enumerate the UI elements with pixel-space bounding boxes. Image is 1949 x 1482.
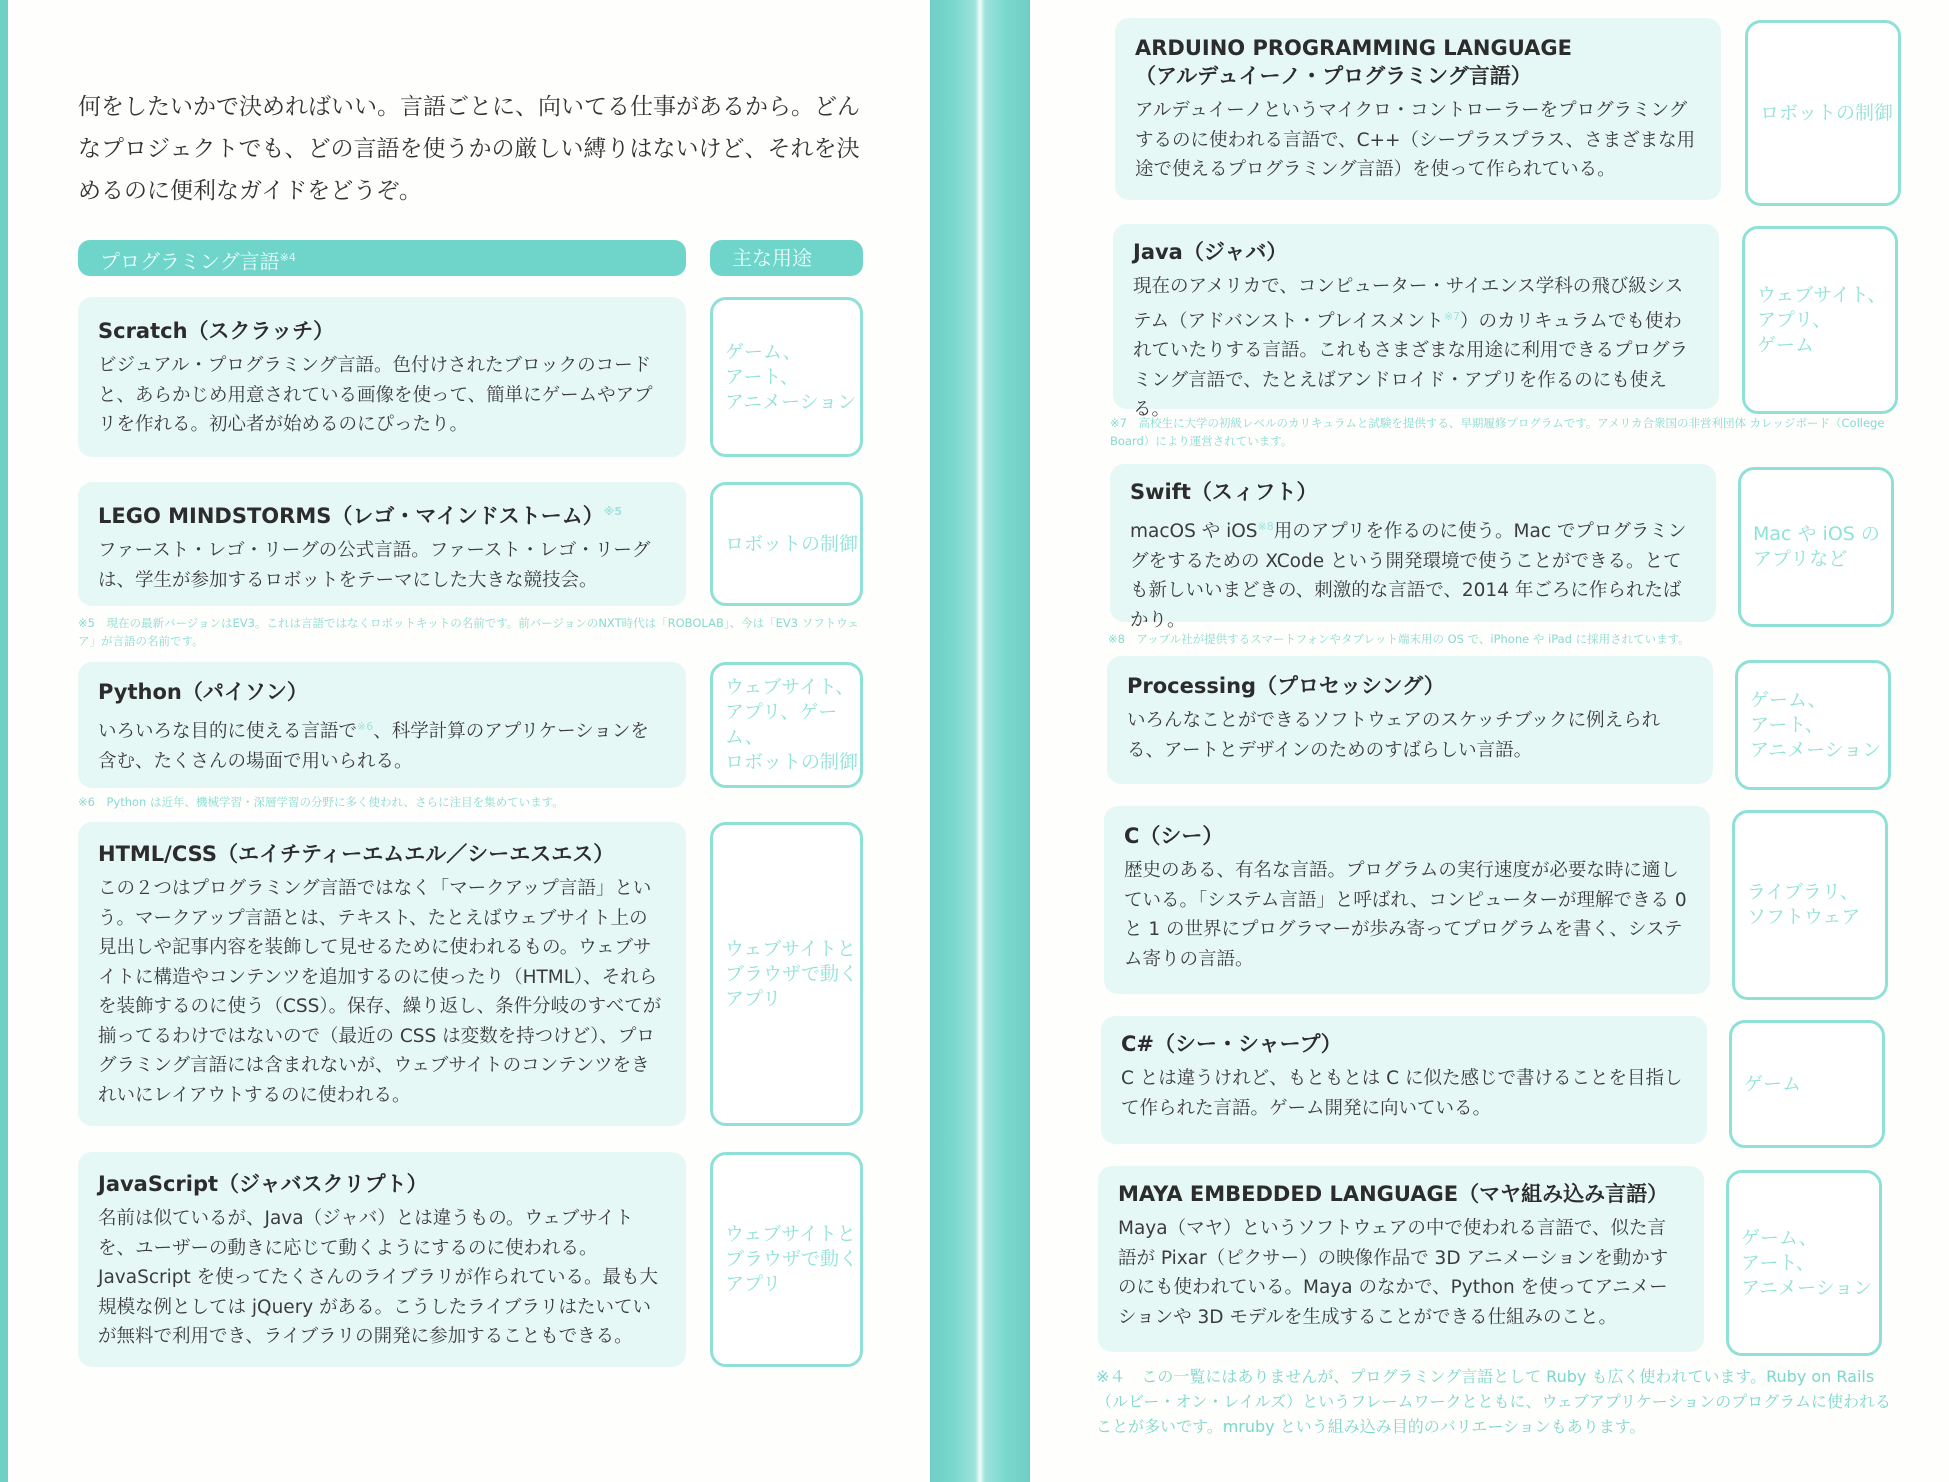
- use-java: ウェブサイト、 アプリ、 ゲーム: [1742, 226, 1898, 414]
- lang-title: Java（ジャバ）: [1133, 240, 1288, 264]
- page-edge: [0, 0, 8, 1482]
- lang-title: LEGO MINDSTORMS（レゴ・マインドストーム）$^{※5}$: [98, 504, 623, 528]
- use-swift: Mac や iOS の アプリなど: [1738, 467, 1894, 627]
- lang-desc: いろいろな目的に使える言語で$^{※6}$、科学計算のアプリケーションを含む、たくさんの場面で用いられる。: [98, 720, 649, 772]
- lang-card-htmlcss: [78, 822, 686, 1126]
- lang-desc: macOS や iOS$^{※8}$用のアプリを作るのに使う。Mac でプログラミングをするための XCode という開発環境で使うことができる。とても新しいいまどきの、刺激的な言語で、2014 年ごろに作られたばかり。: [1130, 520, 1687, 631]
- footnote-ruby: ※４ この一覧にはありませんが、プログラミング言語として Ruby も広く使われています。Ruby on Rails（ルビー・オン・レイルズ）というフレームワークとともに、ウェブアプリケーションのプログラムに使われることが多いです。mruby という組み込み目的のバリエーションもあります。: [1096, 1367, 1892, 1436]
- lang-title-sub: （アルデュイーノ・プログラミング言語）: [1135, 64, 1532, 88]
- lang-desc: Maya（マヤ）というソフトウェアの中で使われる言語で、似た言語が Pixar（ピクサー）の映像作品で 3D アニメーションを動かすのにも使われている。Maya のなかで、Python を使ってアニメーションや 3D モデルを生成することができる仕組みのこと。: [1118, 1218, 1669, 1328]
- header-use-label: 主な用途: [732, 246, 812, 270]
- lang-card-c: [1104, 806, 1710, 994]
- lang-title: Processing（プロセッシング）: [1127, 674, 1445, 698]
- header-language-label: プログラミング言語: [100, 249, 280, 274]
- lang-card-lego: [78, 482, 686, 606]
- lang-card-arduino: [1115, 18, 1721, 200]
- note-swift: ※8 アップル社が提供するスマートフォンやタブレット端末用の OS で、iPhone や iPad に採用されています。: [1108, 632, 1690, 646]
- use-arduino: ロボットの制御: [1745, 20, 1901, 206]
- note-java: ※7 高校生に大学の初級レベルのカリキュラムと試験を提供する、早期履修プログラムです。アメリカ合衆国の非営利団体 カレッジボード（College Board）により運営されています。: [1110, 416, 1885, 448]
- lang-title: HTML/CSS（エイチティーエムエル／シーエスエス）: [98, 842, 615, 866]
- intro-paragraph: 何をしたいかで決めればいい。言語ごとに、向いてる仕事があるから。どんなプロジェクトでも、どの言語を使うかの厳しい縛りはないけど、それを決めるのに便利なガイドをどうぞ。: [78, 94, 860, 204]
- lang-desc: 歴史のある、有名な言語。プログラムの実行速度が必要な時に適している。「システム言語」と呼ばれ、コンピューターが理解できる 0 と 1 の世界にプログラマーが歩み寄ってプログラムを書く、システム寄りの言語。: [1124, 860, 1687, 970]
- lang-desc: ビジュアル・プログラミング言語。色付けされたブロックのコードと、あらかじめ用意されている画像を使って、簡単にゲームやアプリを作れる。初心者が始めるのにぴったり。: [98, 355, 653, 435]
- lang-ref: ※7: [1443, 309, 1461, 323]
- lang-desc: ファースト・レゴ・リーグの公式言語。ファースト・レゴ・リーグは、学生が参加するロボットをテーマにした大きな競技会。: [98, 540, 651, 591]
- lang-card-java: [1113, 224, 1719, 421]
- book-gutter: [930, 0, 1030, 1482]
- lang-title: MAYA EMBEDDED LANGUAGE（マヤ組み込み言語）: [1118, 1182, 1669, 1206]
- header-use: [710, 240, 863, 276]
- lang-card-swift: [1110, 464, 1716, 631]
- lang-desc: この２つはプログラミング言語ではなく「マークアップ言語」という。マークアップ言語とは、テキスト、たとえばウェブサイト上の見出しや記事内容を装飾して見せるために使われるもの。ウェブサイトに構造やコンテンツを追加するのに使ったり（HTML）、それらを装飾するのに使う（CSS）。保存、繰り返し、条件分岐のすべてが揃ってるわけではないので（最近の CSS は変数を持つけど）、プログラミング言語には含まれないが、ウェブサイトのコンテンツをきれいにレイアウトするのに使われる。: [98, 878, 662, 1106]
- header-language: [78, 240, 686, 276]
- lang-card-csharp: [1101, 1016, 1707, 1144]
- use-javascript: ウェブサイトと ブラウザで動く アプリ: [710, 1152, 863, 1367]
- lang-desc: アルデュイーノというマイクロ・コントローラーをプログラミングするのに使われる言語で、C++（シープラスプラス、さまざまな用途で使えるプログラミング言語）を使って作られている。: [1135, 100, 1696, 180]
- lang-card-javascript: [78, 1152, 686, 1367]
- lang-card-maya: [1098, 1166, 1704, 1352]
- header-language-ref: ※4: [279, 251, 296, 264]
- lang-ref: ※5: [603, 505, 623, 518]
- use-maya: ゲーム、 アート、 アニメーション: [1726, 1170, 1882, 1356]
- lang-desc: 名前は似ているが、Java（ジャバ）とは違うもの。ウェブサイトを、ユーザーの動きに応じて動くようにするのに使われる。JavaScript を使ってたくさんのライブラリが作られている。最も大規模な例としては jQuery がある。こうしたライブラリはたいていが無料で利用でき、ライブラリの開発に参加することもできる。: [98, 1208, 659, 1347]
- lang-title: JavaScript（ジャバスクリプト）: [98, 1172, 428, 1196]
- lang-card-processing: [1107, 656, 1713, 784]
- lang-card-scratch: [78, 297, 686, 457]
- use-csharp: ゲーム: [1729, 1020, 1885, 1148]
- use-lego: ロボットの制御: [710, 482, 863, 606]
- lang-title: ARDUINO PROGRAMMING LANGUAGE: [1135, 36, 1572, 60]
- lang-desc: C とは違うけれど、もともとは C に似た感じで書けることを目指して作られた言語。ゲーム開発に向いている。: [1121, 1068, 1683, 1119]
- use-python: ウェブサイト、 アプリ、ゲーム、 ロボットの制御: [710, 662, 863, 788]
- note-python: ※6 Python は近年、機械学習・深層学習の分野に多く使われ、さらに注目を集めています。: [78, 795, 564, 809]
- lang-title: Scratch（スクラッチ）: [98, 319, 335, 343]
- lang-card-python: [78, 662, 686, 788]
- lang-ref: ※6: [357, 720, 374, 733]
- lang-title: C#（シー・シャープ）: [1121, 1032, 1342, 1056]
- lang-title: Python（パイソン）: [98, 680, 308, 704]
- lang-desc: いろんなことができるソフトウェアのスケッチブックに例えられる、アートとデザインのためのすばらしい言語。: [1127, 710, 1661, 761]
- use-c: ライブラリ、 ソフトウェア: [1732, 810, 1888, 1000]
- lang-title: C（シー）: [1124, 824, 1224, 848]
- lang-desc: 現在のアメリカで、コンピューター・サイエンス学科の飛び級システム（アドバンスト・プレイスメント$^{※7}$）のカリキュラムでも使われていたりする言語。これもさまざまな用途に利用できるプログラミング言語で、たとえばアンドロイド・アプリを作るのにも使える。: [1133, 276, 1689, 421]
- lang-title: Swift（スィフト）: [1130, 480, 1318, 504]
- use-scratch: ゲーム、 アート、 アニメーション: [710, 297, 863, 457]
- use-processing: ゲーム、 アート、 アニメーション: [1735, 660, 1891, 790]
- lang-ref: ※8: [1257, 520, 1274, 533]
- use-htmlcss: ウェブサイトと ブラウザで動く アプリ: [710, 822, 863, 1126]
- note-lego: ※5 現在の最新バージョンはEV3。これは言語ではなくロボットキットの名前です。前バージョンのNXT時代は「ROBOLAB」、今は「EV3 ソフトウェア」が言語の名前です。: [78, 616, 859, 648]
